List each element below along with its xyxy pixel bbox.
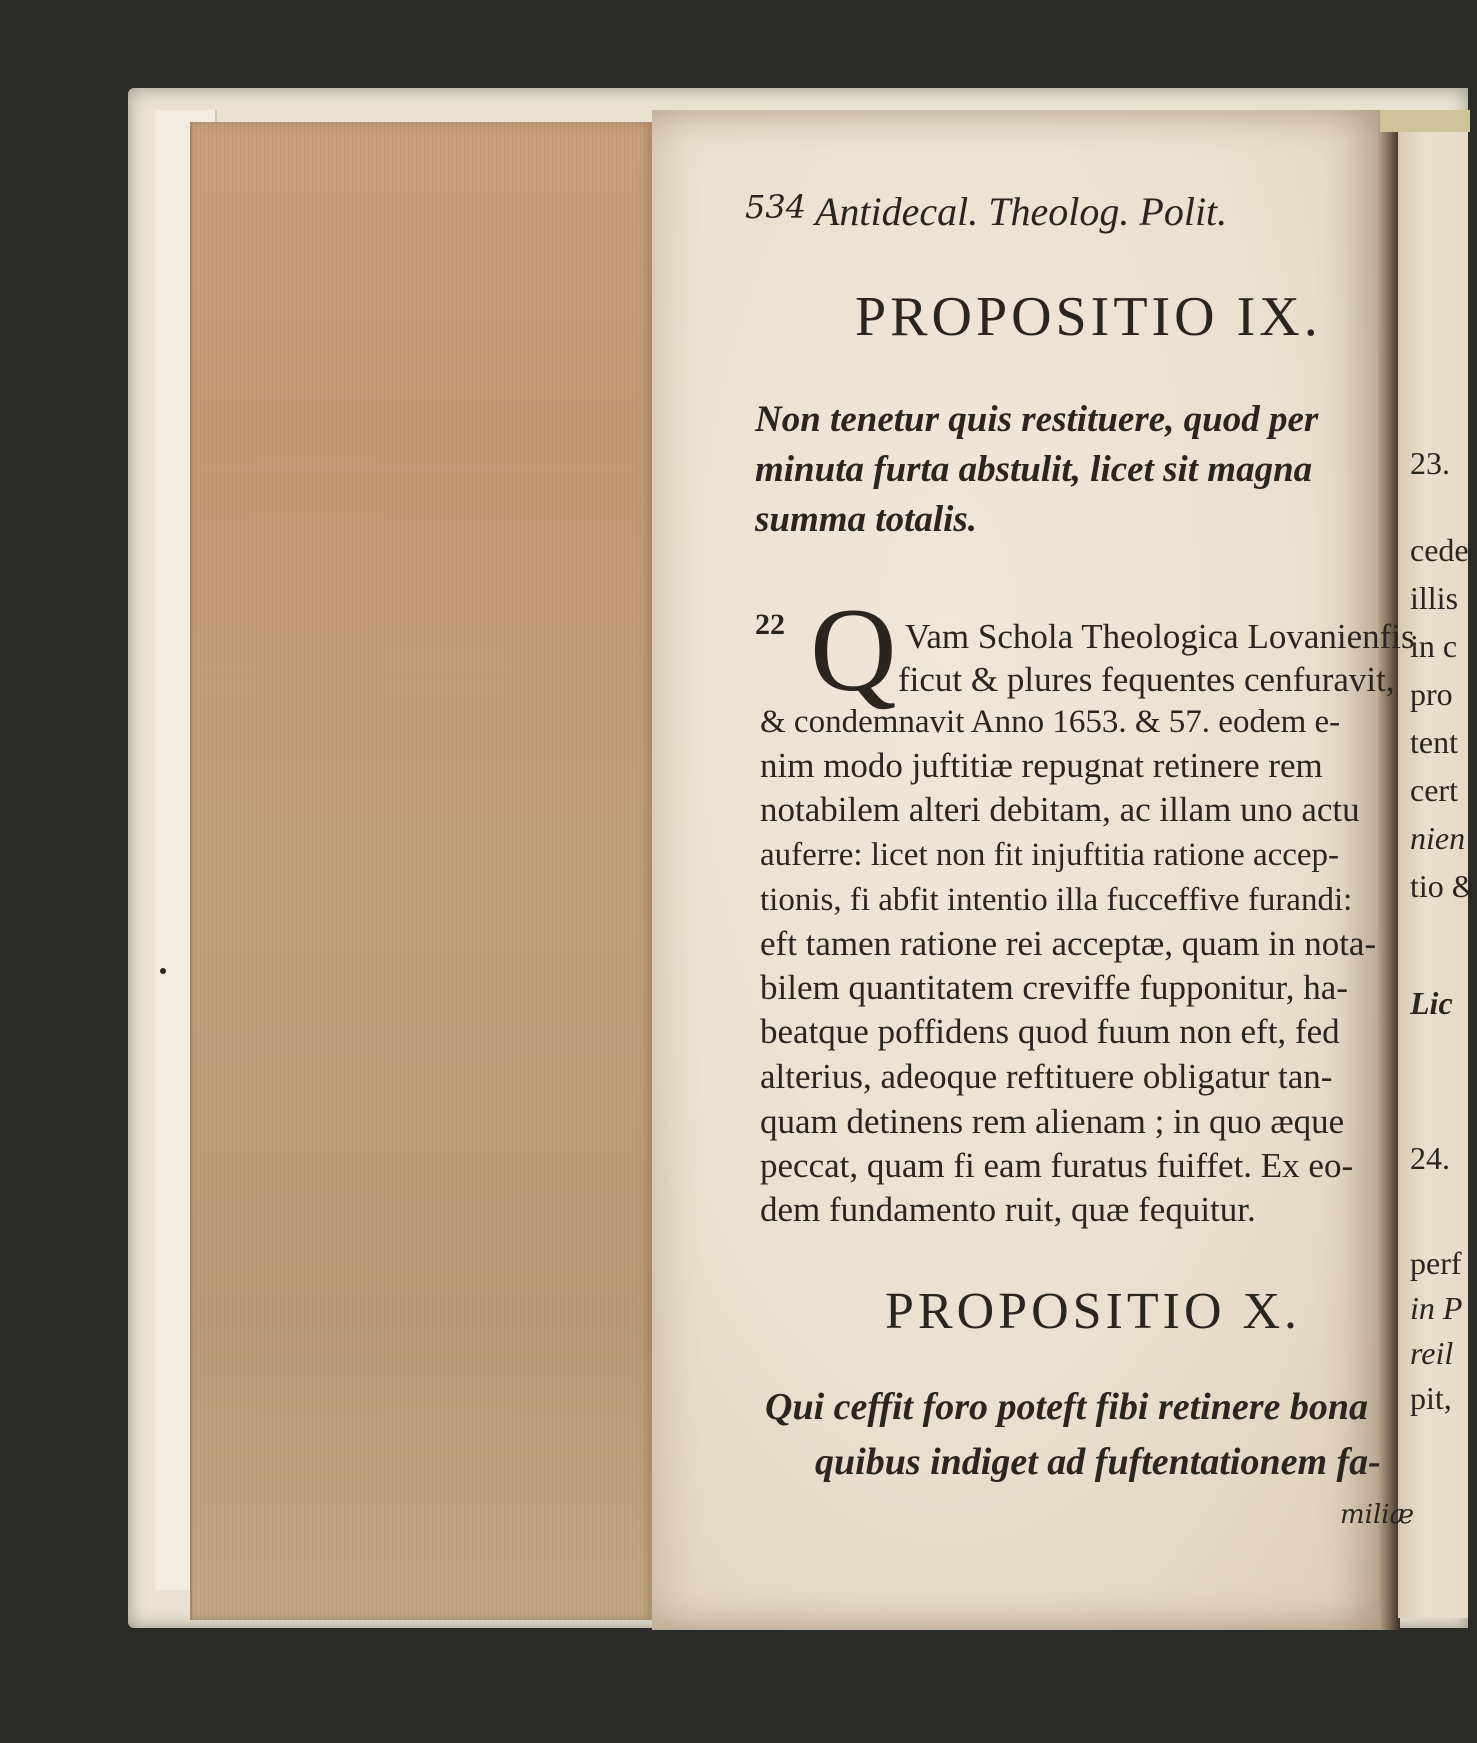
paragraph-line: bilem quantitatem creviffe fupponitur, ha- <box>760 968 1348 1007</box>
paragraph-line: tionis, fi abfit intentio illa fucceffive furandi: <box>760 882 1353 918</box>
cover-mark <box>160 968 166 974</box>
paragraph-line: beatque poffidens quod fuum non eft, fed <box>760 1012 1340 1051</box>
page-block-fore-edge <box>190 122 654 1620</box>
catchword: miliæ <box>1340 1500 1415 1530</box>
facing-page-fragment: perf <box>1410 1245 1462 1281</box>
binding-strip <box>1380 110 1470 132</box>
paragraph-line: auferre: licet non fit injuftitia ratione accep- <box>760 837 1340 873</box>
page-number: 534 <box>745 188 807 226</box>
facing-page-fragment: cert <box>1410 772 1458 808</box>
proposition-10-title: PROPOSITIO X. <box>885 1283 1302 1340</box>
paragraph-line: notabilem alteri debitam, ac illam uno actu <box>760 790 1360 829</box>
facing-page-fragment: 23. <box>1410 445 1450 481</box>
paragraph-line: Vam Schola Theologica Lovanienfis <box>905 617 1415 656</box>
proposition-10-line: Qui ceffit foro poteft fibi retinere bona <box>765 1386 1369 1428</box>
paragraph-line: alterius, adeoque reftituere obligatur tan- <box>760 1057 1333 1096</box>
paragraph-line: & condemnavit Anno 1653. & 57. eodem e- <box>760 704 1341 740</box>
paragraph-number: 22 <box>755 608 785 641</box>
facing-page-fragment: illis <box>1410 580 1459 616</box>
facing-page-fragment: Lic <box>1410 985 1453 1021</box>
facing-page-fragment: in c <box>1410 628 1458 664</box>
paragraph-line: nim modo juftitiæ repugnat retinere rem <box>760 746 1323 785</box>
paragraph-line: dem fundamento ruit, quæ fequitur. <box>760 1190 1256 1229</box>
facing-page-fragment: 24. <box>1410 1140 1450 1176</box>
facing-page-fragment: tent <box>1410 724 1458 760</box>
facing-page-fragment: pit, <box>1410 1380 1452 1416</box>
paragraph-line: peccat, quam fi eam furatus fuiffet. Ex eo- <box>760 1146 1354 1185</box>
paragraph-line: eft tamen ratione rei acceptæ, quam in nota- <box>760 924 1377 963</box>
running-title: Antidecal. Theolog. Polit. <box>815 189 1228 234</box>
proposition-10-line: quibus indiget ad fuftentationem fa- <box>815 1441 1381 1483</box>
facing-page-fragment: reil <box>1410 1335 1454 1371</box>
book-gutter <box>1378 110 1400 1630</box>
drop-cap: Q <box>810 583 897 716</box>
paragraph-line: ficut & plures fequentes cenfuravit, <box>898 660 1395 699</box>
facing-page-fragment: pro <box>1410 676 1453 712</box>
facing-page-fragment: in P <box>1410 1290 1463 1326</box>
proposition-9-statement: Non tenetur quis restituere, quod per minuta furta abstulit, licet sit magna summa totalis. <box>755 399 1319 540</box>
paragraph-line: quam detinens rem alienam ; in quo æque <box>760 1102 1345 1141</box>
facing-page-fragment: tio & <box>1410 868 1477 904</box>
facing-page-fragment: nien <box>1410 820 1466 856</box>
facing-page-fragment: cede <box>1410 532 1469 568</box>
proposition-9-title: PROPOSITIO IX. <box>855 286 1322 348</box>
